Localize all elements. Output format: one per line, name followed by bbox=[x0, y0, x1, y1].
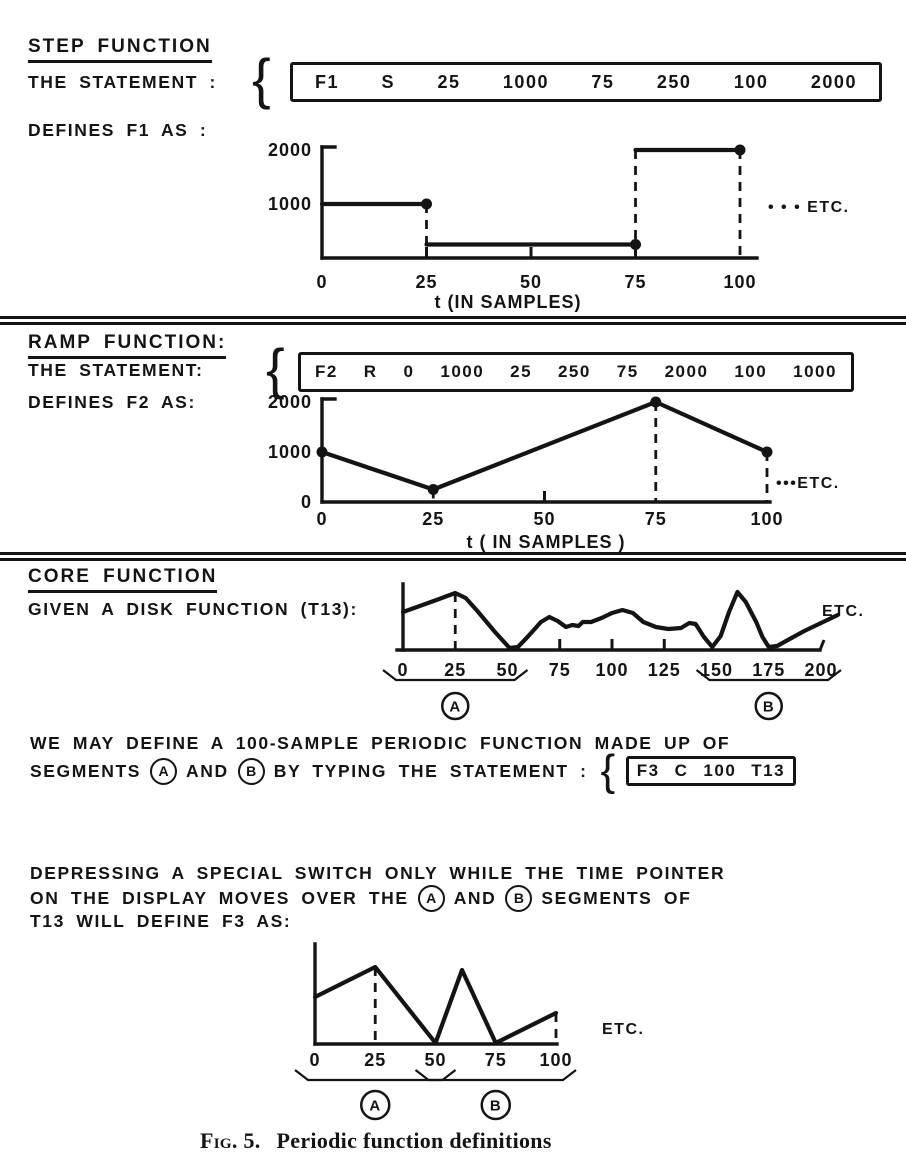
y-tick-label: 0 bbox=[300, 492, 312, 512]
data-point-dot bbox=[762, 447, 773, 458]
statement-token: 0 bbox=[403, 362, 415, 381]
x-tick-label: 100 bbox=[595, 660, 629, 680]
step-function-chart bbox=[0, 130, 906, 315]
statement-token: 100 bbox=[733, 71, 769, 92]
x-tick-label: 0 bbox=[316, 272, 328, 292]
segment-brace bbox=[416, 1070, 577, 1080]
statement-token: 100 bbox=[734, 362, 768, 381]
ramp-section-title: RAMP FUNCTION: bbox=[28, 332, 226, 359]
etc-label: •••ETC. bbox=[776, 475, 840, 492]
segment-b-badge: B bbox=[505, 885, 532, 912]
data-point-dot bbox=[421, 199, 432, 210]
para2-p1: ON THE DISPLAY MOVES OVER THE bbox=[30, 887, 409, 908]
statement-token: 2000 bbox=[664, 362, 709, 381]
x-tick-label: 75 bbox=[624, 272, 647, 292]
statement-token: 250 bbox=[656, 71, 692, 92]
disk-function-chart bbox=[0, 560, 906, 725]
statement-token: 2000 bbox=[810, 71, 857, 92]
statement-box-f2 bbox=[298, 352, 854, 392]
x-axis-title: t ( IN SAMPLES ) bbox=[466, 532, 626, 552]
section-divider-rule bbox=[0, 316, 906, 325]
x-tick-label: 0 bbox=[397, 660, 409, 680]
x-tick-label: 150 bbox=[699, 660, 734, 680]
data-point-dot bbox=[650, 397, 661, 408]
etc-label: ETC. bbox=[822, 603, 865, 620]
x-tick-label: 75 bbox=[548, 660, 571, 680]
and-word: AND bbox=[186, 760, 229, 781]
step-defines-label: DEFINES F1 AS : bbox=[28, 120, 208, 140]
x-tick-label: 0 bbox=[316, 509, 328, 529]
x-tick-label: 75 bbox=[644, 509, 667, 529]
ramp-function-chart bbox=[0, 390, 906, 555]
segment-label: A bbox=[369, 1097, 382, 1115]
segment-label: B bbox=[489, 1097, 502, 1115]
y-tick-label: 1000 bbox=[267, 442, 312, 462]
function-curve bbox=[315, 967, 556, 1043]
y-tick-label: 2000 bbox=[267, 140, 312, 160]
statement-token: 1000 bbox=[793, 362, 837, 381]
statement-token: 25 bbox=[437, 71, 461, 92]
segments-word: SEGMENTS bbox=[30, 760, 142, 781]
left-curly-brace: { bbox=[600, 746, 617, 796]
x-tick-label: 100 bbox=[723, 272, 757, 292]
etc-label: ETC. bbox=[602, 1021, 645, 1038]
x-tick-label: 25 bbox=[415, 272, 438, 292]
segment-brace bbox=[295, 1070, 456, 1080]
para2-p2: SEGMENTS OF bbox=[541, 887, 692, 908]
segment-a-badge: A bbox=[150, 758, 177, 785]
core-given-label: GIVEN A DISK FUNCTION (T13): bbox=[28, 599, 358, 619]
core-para1-line1: WE MAY DEFINE A 100-SAMPLE PERIODIC FUNCTION MADE UP OF bbox=[30, 733, 731, 753]
core-section-title: CORE FUNCTION bbox=[28, 566, 217, 593]
segment-a-badge: A bbox=[418, 885, 445, 912]
statement-token: 75 bbox=[591, 71, 615, 92]
ramp-statement-label: THE STATEMENT: bbox=[28, 360, 204, 380]
etc-label: • • • ETC. bbox=[768, 199, 850, 216]
data-point-dot bbox=[630, 239, 641, 250]
x-tick-label: 75 bbox=[484, 1050, 507, 1070]
segment-label: A bbox=[449, 698, 462, 716]
y-tick-label: 1000 bbox=[267, 194, 312, 214]
left-curly-brace: { bbox=[252, 47, 271, 110]
x-tick-label: 175 bbox=[752, 660, 786, 680]
core-para2-line3: T13 WILL DEFINE F3 AS: bbox=[30, 911, 292, 931]
f3-function-chart bbox=[0, 935, 906, 1125]
x-tick-label: 50 bbox=[424, 1050, 447, 1070]
step-section-title: STEP FUNCTION bbox=[28, 36, 212, 63]
statement-box-f3 bbox=[626, 756, 796, 786]
x-tick-label: 100 bbox=[539, 1050, 573, 1070]
y-tick-label: 2000 bbox=[267, 392, 312, 412]
statement-token: F1 bbox=[315, 71, 340, 92]
statement-token: 100 bbox=[703, 761, 737, 780]
statement-token: 1000 bbox=[440, 362, 485, 381]
statement-token: R bbox=[363, 362, 378, 381]
core-para1-line2 bbox=[30, 746, 805, 796]
function-curve bbox=[322, 402, 767, 490]
para1-rest: BY TYPING THE STATEMENT : bbox=[273, 760, 588, 781]
statement-box-f1 bbox=[290, 62, 882, 102]
x-tick-label: 50 bbox=[519, 272, 543, 292]
x-tick-label: 25 bbox=[444, 660, 467, 680]
ramp-defines-label: DEFINES F2 AS: bbox=[28, 392, 196, 412]
data-point-dot bbox=[317, 447, 328, 458]
segment-label: B bbox=[762, 698, 775, 716]
statement-token: 1000 bbox=[502, 71, 549, 92]
data-point-dot bbox=[428, 484, 439, 495]
x-tick-label: 200 bbox=[804, 660, 838, 680]
figure-number: Fig. 5. bbox=[200, 1128, 261, 1153]
left-curly-brace: { bbox=[266, 337, 285, 400]
function-curve bbox=[403, 592, 838, 648]
step-statement-label: THE STATEMENT : bbox=[28, 72, 217, 92]
x-tick-label: 25 bbox=[422, 509, 445, 529]
x-tick-label: 50 bbox=[496, 660, 519, 680]
x-tick-label: 0 bbox=[309, 1050, 321, 1070]
statement-token: 25 bbox=[510, 362, 533, 381]
core-para2-line2 bbox=[30, 884, 700, 912]
x-axis-end-tick bbox=[820, 640, 824, 650]
statement-token: 250 bbox=[557, 362, 591, 381]
statement-token: F2 bbox=[315, 362, 338, 381]
x-tick-label: 125 bbox=[647, 660, 681, 680]
and-word: AND bbox=[453, 887, 497, 908]
statement-token: C bbox=[674, 761, 689, 780]
data-point-dot bbox=[735, 145, 746, 156]
figure-caption bbox=[200, 1128, 552, 1154]
segment-b-badge: B bbox=[238, 758, 265, 785]
statement-token: T13 bbox=[751, 761, 786, 780]
x-tick-label: 50 bbox=[533, 509, 556, 529]
x-axis-title: t (IN SAMPLES) bbox=[434, 292, 582, 312]
figure-caption-text: Periodic function definitions bbox=[276, 1128, 552, 1153]
x-tick-label: 100 bbox=[750, 509, 784, 529]
core-para2-line1: DEPRESSING A SPECIAL SWITCH ONLY WHILE THE TIME POINTER bbox=[30, 863, 726, 883]
statement-token: S bbox=[381, 71, 395, 92]
statement-token: 75 bbox=[616, 362, 639, 381]
x-tick-label: 25 bbox=[364, 1050, 387, 1070]
statement-token: F3 bbox=[636, 761, 660, 780]
